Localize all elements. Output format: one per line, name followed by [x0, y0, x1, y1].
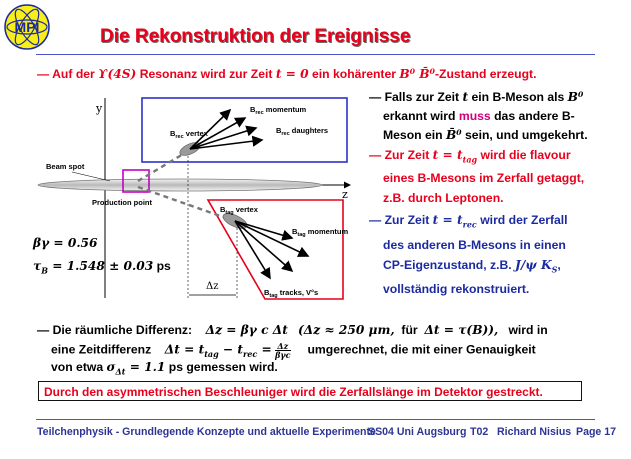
footer-divider	[36, 419, 595, 420]
delta-z-label: Δz	[206, 281, 219, 292]
bottom-line3: von etwa $\sigma_{\Delta t} = 1.1$ ps gemessen wird.	[51, 360, 278, 377]
p1-line1: — Falls zur Zeit t ein B-Meson als B⁰	[369, 90, 584, 104]
bottom-line1: — Die räumliche Differenz: Δz = βγ c Δt (Δz ≈ 250 μm, für Δt = τ(B)), wird in	[37, 323, 548, 337]
footer-code: T02	[470, 426, 489, 438]
intro-time: t = 0	[275, 67, 309, 81]
rec-daughters-label: $B_{rec}$ daughters	[276, 126, 329, 137]
p2-line2: eines B-Mesons im Zerfall getaggt,	[383, 171, 585, 186]
rec-momentum-label: $B_{rec}$ momentum	[250, 105, 307, 116]
p2-line1: — Zur Zeit $t = t_{tag}$ wird die flavour	[369, 148, 571, 165]
highlight-note: Durch den asymmetrischen Beschleuniger wird die Zerfallslänge im Detektor gestreckt.	[38, 381, 582, 401]
intro-part3: ein kohärenter	[312, 67, 397, 81]
intro-upsilon: ϒ(4S)	[98, 67, 137, 81]
footer-author: Richard Nisius	[497, 426, 572, 438]
logo-text: MPI	[14, 19, 40, 35]
p3-line2: des anderen B-Mesons in einen	[383, 237, 566, 252]
title-divider	[36, 54, 595, 55]
footer-page: Page 17	[576, 426, 617, 438]
decay-diagram	[30, 88, 370, 313]
rec-daughter-arrow-3	[190, 140, 262, 149]
beta-gamma-value: βγ = 0.56	[33, 236, 98, 250]
tag-track-arrow-2	[235, 221, 292, 271]
p3-line4: vollständig rekonstruiert.	[383, 282, 530, 297]
beam-spot-pointer	[72, 172, 110, 181]
p3-line1: — Zur Zeit $t = t_{rec}$ wird der Zerfall	[369, 213, 568, 230]
rec-vertex-label: $B_{rec}$ vertex	[170, 129, 208, 140]
p2-line3: z.B. durch Leptonen.	[383, 191, 504, 206]
z-axis-label: z	[342, 188, 348, 201]
tag-tracks-label: $B_{tag}$ tracks, V°s	[264, 288, 319, 299]
intro-b0pair: B⁰ B̄⁰	[399, 67, 435, 81]
intro-part4: -Zustand erzeugt.	[434, 67, 537, 81]
p1-line2: erkannt wird muss das andere B-	[383, 109, 575, 123]
intro-part1: Auf der	[52, 67, 95, 81]
intro-dash: —	[37, 67, 50, 81]
footer-semester: SS04 Uni Augsburg	[368, 426, 467, 438]
tag-vertex-label: $B_{tag}$ vertex	[220, 205, 258, 216]
p1-line3: Meson ein B̄⁰ sein, und umgekehrt.	[383, 128, 588, 142]
atom-logo-icon	[3, 3, 51, 51]
production-point-label: Production point	[92, 198, 152, 207]
page-title: Die Rekonstruktion der Ereignisse	[100, 26, 411, 47]
beam-spot-label: Beam spot	[46, 162, 85, 171]
footer-course: Teilchenphysik - Grundlegende Konzepte und aktuelle Experimente	[37, 426, 376, 438]
right-column	[369, 90, 588, 296]
beam-spot-shape	[38, 179, 322, 191]
y-axis-label: y	[96, 102, 103, 115]
tau-b-value: $\tau_B = 1.548 \pm 0.03$ ps	[33, 259, 171, 276]
intro-line	[37, 67, 537, 81]
bottom-line2: eine Zeitdifferenz $\Delta t = t_{tag} - t_{rec}$ = Δz βγc umgerechnet, die mit einer Genauigkeit	[51, 341, 536, 360]
p3-line3: CP-Eigenzustand, z.B. J/ψ $K_S$,	[383, 257, 561, 275]
mpi-logo	[3, 3, 51, 51]
intro-part2: Resonanz wird zur Zeit	[139, 67, 273, 81]
tag-momentum-label: $B_{tag}$ momentum	[292, 227, 349, 238]
